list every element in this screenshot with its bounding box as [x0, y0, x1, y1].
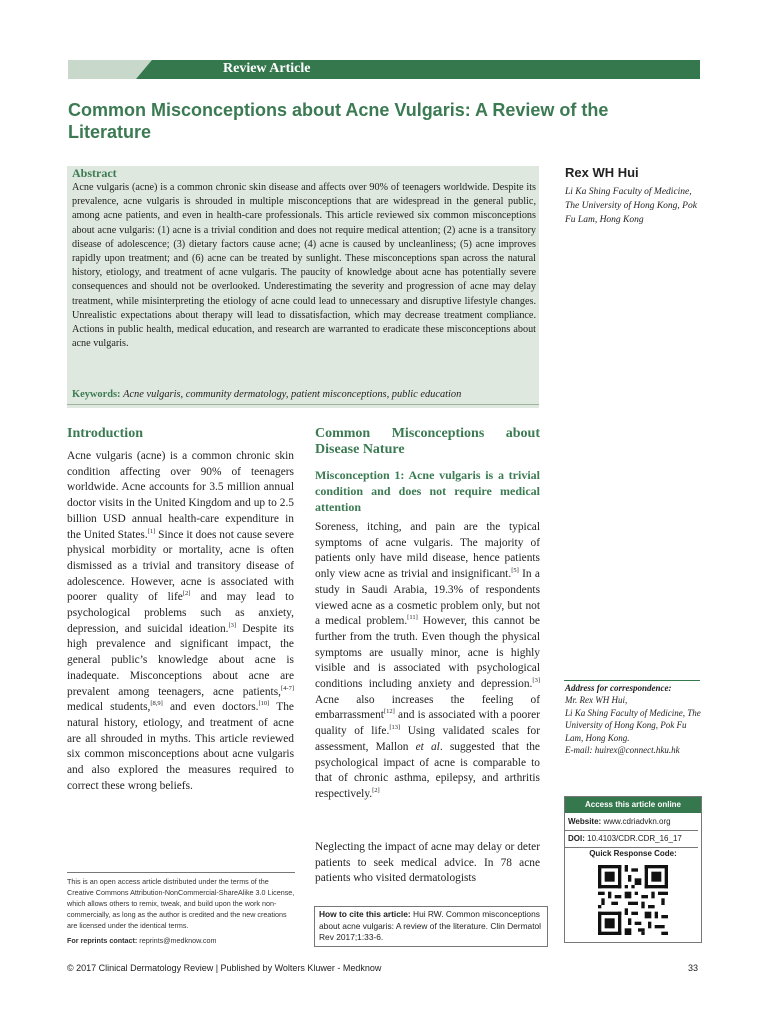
author-affiliation: Li Ka Shing Faculty of Medicine, The University of Hong Kong, Pok Fu Lam, Hong Kong: [565, 187, 697, 225]
license-footnote: This is an open access article distributed under the terms of the Creative Commons Attribution-NonCommercial-ShareAlike 3.0 License, which allows others to remix, tweak, and build upon the work non-commercially, as long as the author is credited and the new creations are licensed under the identical terms.: [67, 877, 295, 930]
qr-label: Quick Response Code:: [589, 849, 677, 858]
section-label: Review Article: [223, 61, 311, 76]
cite-box: [314, 906, 548, 947]
intro-text-7: The natural history, etiology, and treatment of acne are all shrouded in myths. This article reviewed six common misconceptions about acne vulgaris and also explored the measures required to correct these wrong beliefs.: [67, 701, 294, 792]
m1-text-6: Using validated scales for assessment, Mallon: [315, 725, 540, 753]
ref-2[interactable]: [2]: [182, 590, 191, 598]
section2-heading: Common Misconceptions about Disease Nature: [315, 426, 540, 457]
correspondence-email[interactable]: E-mail: huirex@connect.hku.hk: [565, 745, 680, 756]
correspondence-name: Mr. Rex WH Hui,: [565, 695, 628, 706]
doi-label: DOI:: [568, 834, 585, 843]
reprints-contact: [67, 936, 217, 945]
website-row: [565, 814, 698, 831]
ref-3[interactable]: [3]: [228, 621, 237, 629]
correspondence-label: Address for correspondence:: [565, 683, 672, 693]
page-number: 33: [688, 963, 699, 973]
keywords-text: Acne vulgaris, community dermatology, patient misconceptions, public education: [123, 389, 462, 400]
website-link[interactable]: www.cdriadvkn.org: [603, 817, 671, 826]
abstract-text: Acne vulgaris (acne) is a common chronic skin disease and affects over 90% of teenagers worldwide. Despite its prevalence, acne vulgaris is shrouded in multiple misconceptions that are widespread in the general public, among acne patients, and even in health-care professionals. This article reviewed six common misconceptions about acne vulgaris: (1) acne is a trivial condition and does not require medical attention; (2) acne is a transitory disease of adolescence; (3) dietary factors cause acne; (4) acne is caused by uncleanliness; (5) acne improves rapidly upon treatment; and (6) acne can be treated by sunlight. These misconceptions span across the natural history, etiology, and treatment of acne vulgaris. The paucity of knowledge about acne has potentially severe consequences and should not be overlooked. Underestimating the severity and progression of acne may delay treatment, while misinterpreting the etiology of acne could lead to unnecessary and disruptive lifestyle changes. Unrealistic expectations about therapy will lead to dissatisfaction, which may decrease treatment compliance. Actions in public health, medical education, and research are warranted to eradicate these misconceptions about acne vulgaris.: [72, 182, 536, 350]
ref-8-9[interactable]: [8,9]: [150, 700, 163, 708]
reprints-email[interactable]: reprints@medknow.com: [139, 936, 217, 945]
m1-text-1: Soreness, itching, and pain are the typical symptoms of acne vulgaris. The majority of patients only have mild disease, hence patients only view acne as trivial and insignificant.: [315, 521, 540, 581]
abstract-heading: Abstract: [72, 166, 117, 180]
ref-2b[interactable]: [2]: [372, 787, 380, 795]
cite-text: Hui RW. Common misconceptions about acne vulgaris: A review of the literature. Clin Dermatol Rev 2017;1:33-6.: [319, 909, 542, 942]
ref-12[interactable]: [12]: [383, 708, 395, 716]
footnote-divider: [67, 872, 295, 873]
access-heading: Access this article online: [565, 797, 701, 813]
m1-etal: et al: [415, 740, 440, 753]
correspondence-block: [565, 682, 701, 756]
keywords-divider: [67, 404, 539, 405]
website-label: Website:: [568, 817, 602, 826]
m1-text-7: . suggested that the psychological impact of acne is comparable to that of chronic asthma, epilepsy, and arthritis respectively.: [315, 740, 540, 800]
doi-row: [565, 831, 698, 848]
ref-10[interactable]: [10]: [258, 700, 270, 708]
misconception1-paragraph-2: Neglecting the impact of acne may delay or deter patients to seek medical advice. In 78 acne patients who visited dermatologists: [315, 841, 540, 885]
intro-heading: Introduction: [67, 426, 143, 441]
intro-text-2: Since it does not cause severe physical morbidity or mortality, acne is often dismissed as a trivial and transitory disease of adolescence. However, acne is associated with poorer quality of life: [67, 528, 294, 604]
correspondence-address: Li Ka Shing Faculty of Medicine, The University of Hong Kong, Pok Fu Lam, Hong Kong.: [565, 707, 701, 743]
m1-text-3: However, this cannot be further from the truth. Even though the physical symptoms are usually minor, acne is highly visible and is associated with psychological conditions including anxiety and depression.: [315, 615, 540, 691]
author-name: Rex WH Hui: [565, 165, 639, 180]
access-online-box: [564, 796, 702, 943]
correspondence-divider: [564, 680, 700, 681]
m1-text-5: and is associated with a poorer quality of life.: [315, 709, 540, 738]
ref-13[interactable]: [13]: [389, 724, 401, 732]
ref-4-7[interactable]: [4-7]: [281, 684, 294, 692]
reprints-label: For reprints contact:: [67, 936, 138, 945]
section-banner: [68, 60, 700, 79]
doi-link[interactable]: 10.4103/CDR.CDR_16_17: [587, 834, 682, 843]
m1-text-4: Acne also increases the feeling of embarrassment: [315, 693, 540, 722]
ref-5[interactable]: [5]: [511, 567, 519, 575]
keywords: [72, 389, 536, 400]
intro-text-3: and may lead to psychological problems such as anxiety, depression, and suicidal ideation.: [67, 591, 294, 635]
m1-text-2: In a study in Saudi Arabia, 19.3% of respondents viewed acne as a cosmetic problem only, but not a medical problem.: [315, 568, 540, 628]
keywords-label: Keywords:: [72, 389, 121, 400]
intro-text-5: medical students,: [67, 701, 151, 714]
intro-text-4: Despite its high prevalence and significant impact, the general public’s knowledge about acne is inadequate. Misconceptions about acne are prevalent among teenagers, acne patients,: [67, 622, 294, 698]
intro-paragraph: [67, 449, 294, 794]
page-footer: © 2017 Clinical Dermatology Review | Published by Wolters Kluwer - Medknow: [67, 963, 382, 973]
ref-11[interactable]: [11]: [407, 614, 418, 622]
cite-label: How to cite this article:: [319, 909, 411, 919]
ref-3b[interactable]: [3]: [532, 677, 540, 685]
ref-1[interactable]: [1]: [147, 527, 156, 535]
article-title: Common Misconceptions about Acne Vulgaris: A Review of the Literature: [68, 100, 609, 142]
misconception1-heading: Misconception 1: Acne vulgaris is a trivial condition and does not require medical attention: [315, 468, 540, 514]
intro-text-6: and even doctors.: [162, 701, 259, 714]
qr-code-icon[interactable]: [598, 865, 668, 935]
intro-text-1: Acne vulgaris (acne) is a common chronic skin condition affecting over 90% of teenagers worldwide. Acne accounts for 3.5 million annual doctor visits in the United Kingdom and up to 2.5 billion USD annual health-care expenditure in the United States.: [67, 450, 294, 541]
misconception1-paragraph: [315, 520, 540, 803]
